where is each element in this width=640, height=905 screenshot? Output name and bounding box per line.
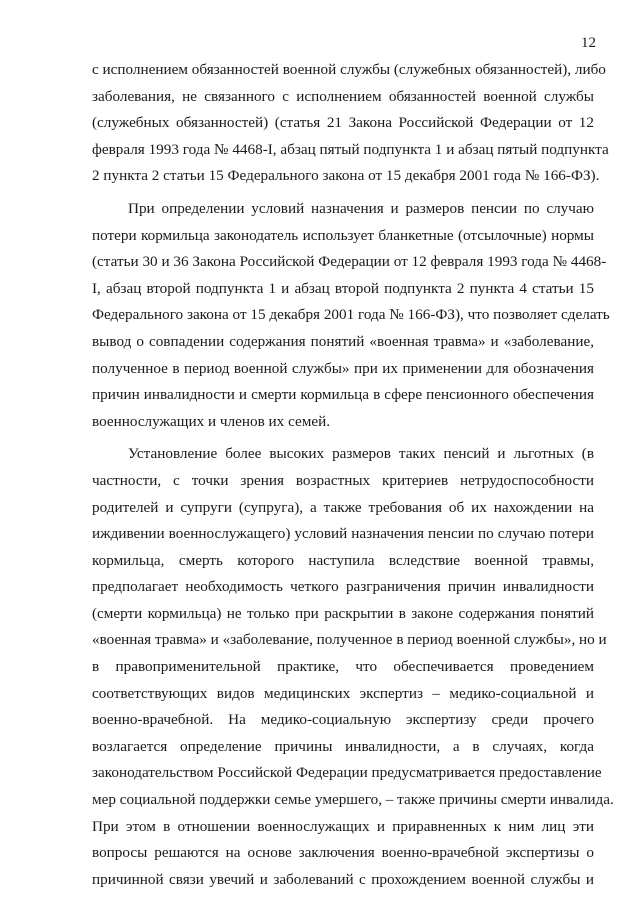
text-line: «военная травма» и «заболевание, полученное в период военной службы», но и: [92, 631, 607, 649]
text-line: военно-врачебной. На медико-социальную экспертизу среди прочего: [92, 711, 594, 729]
text-line: кормильца, смерть которого наступила вследствие военной травмы,: [92, 551, 594, 569]
text-line: законодательством Российской Федерации предусматривается предоставление: [92, 764, 602, 782]
paragraph-2: [92, 196, 610, 435]
text-line: (служебных обязанностей) (статья 21 Закона Российской Федерации от 12: [92, 114, 594, 132]
text-line: (смерти кормильца) не только при раскрытии в законе содержания понятий: [92, 604, 594, 622]
page-number: 12: [581, 35, 596, 51]
text-line: военнослужащих и членов их семей.: [92, 412, 331, 430]
text-line: Установление более высоких размеров таких пенсий и льготных (в: [128, 445, 594, 463]
text-line: При определении условий назначения и размеров пенсии по случаю: [128, 199, 594, 217]
text-line: При этом в отношении военнослужащих и приравненных к ним лиц эти: [92, 817, 594, 835]
text-line: потери кормильца законодатель использует бланкетные (отсылочные) нормы: [92, 226, 594, 244]
document-body: [92, 57, 614, 893]
text-line: заболевания, не связанного с исполнением обязанностей военной службы: [92, 87, 594, 105]
text-line: частности, с точки зрения возрастных критериев нетрудоспособности: [92, 471, 594, 489]
text-line: причинной связи увечий и заболеваний с прохождением военной службы и: [92, 870, 594, 888]
paragraph-3: [92, 441, 614, 893]
text-line: причин инвалидности и смерти кормильца в сфере пенсионного обеспечения: [92, 386, 594, 404]
paragraph-1: [92, 57, 609, 190]
text-line: в правоприменительной практике, что обеспечивается проведением: [92, 658, 594, 676]
text-line: предполагает необходимость четкого разграничения причин инвалидности: [92, 578, 594, 596]
text-line: полученное в период военной службы» при их применении для обозначения: [92, 359, 594, 377]
text-line: с исполнением обязанностей военной службы (служебных обязанностей), либо: [92, 61, 606, 78]
text-line: 2 пункта 2 статьи 15 Федерального закона от 15 декабря 2001 года № 166-ФЗ).: [92, 167, 600, 185]
text-line: иждивении военнослужащего) условий назначения пенсии по случаю потери: [92, 525, 594, 543]
text-line: родителей и супруги (супруга), а также требования об их нахождении на: [92, 498, 594, 516]
text-line: февраля 1993 года № 4468-I, абзац пятый подпункта 1 и абзац пятый подпункта: [92, 140, 609, 158]
text-line: вопросы решаются на основе заключения военно-врачебной экспертизы о: [92, 844, 594, 862]
text-line: возлагается определение причины инвалидности, а в случаях, когда: [92, 737, 594, 755]
text-line: мер социальной поддержки семье умершего, – также причины смерти инвалида.: [92, 791, 614, 809]
text-line: вывод о совпадении содержания понятий «военная травма» и «заболевание,: [92, 332, 594, 350]
text-line: соответствующих видов медицинских экспертиз – медико-социальной и: [92, 684, 594, 702]
text-line: I, абзац второй подпункта 1 и абзац второй подпункта 2 пункта 4 статьи 15: [92, 279, 594, 297]
text-line: Федерального закона от 15 декабря 2001 года № 166-ФЗ), что позволяет сделать: [92, 306, 610, 324]
text-line: (статьи 30 и 36 Закона Российской Федерации от 12 февраля 1993 года № 4468-: [92, 253, 607, 271]
